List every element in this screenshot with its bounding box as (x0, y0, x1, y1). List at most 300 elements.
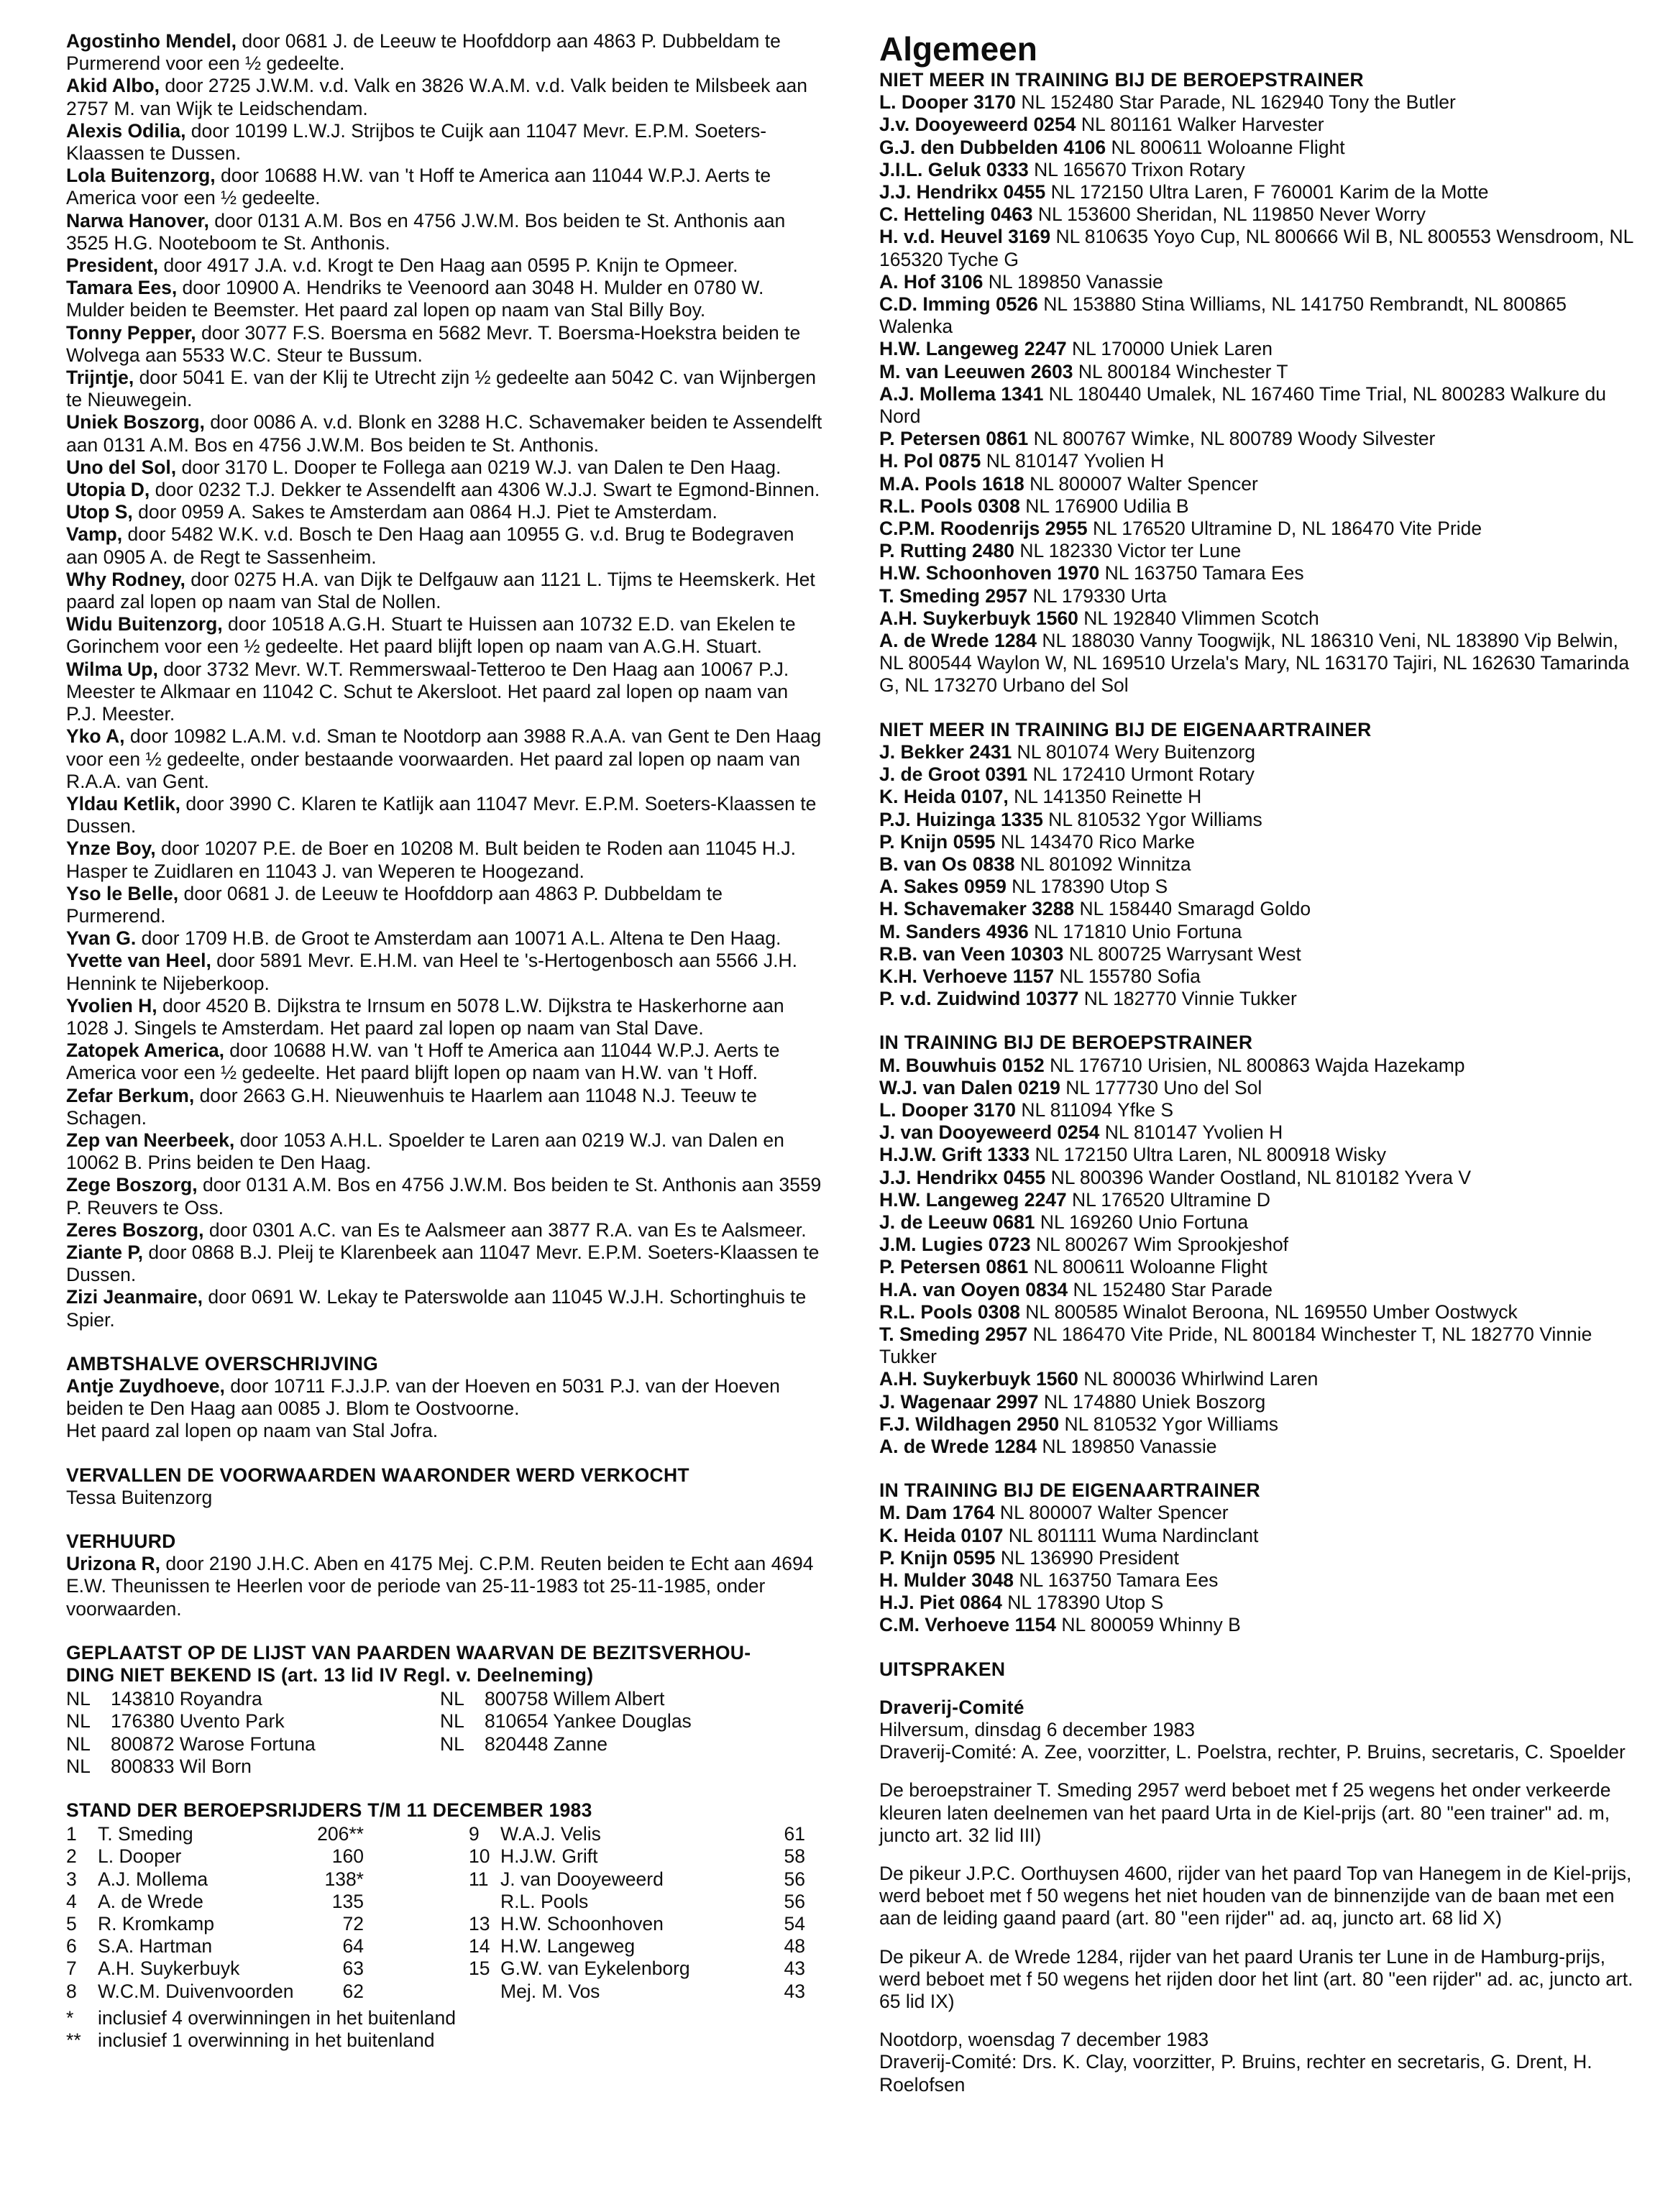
entry (66, 277, 822, 321)
trainer-entry (879, 1301, 1638, 1323)
verhuurd-section (66, 1530, 822, 1620)
horse-list: NL 188030 Vanny Toogwijk, NL 186310 Veni, NL 183890 Vip Belwin, NL 800544 Waylon W, NL 169510 Urzela's Mary, NL 163170 Tajiri, NL 162630 Tamarinda G, NL 173270 Urbano del Sol (879, 630, 1630, 697)
trainer-entry (879, 562, 1638, 584)
entry-text: door 2190 J.H.C. Aben en 4175 Mej. C.P.M. Reuten beiden te Echt aan 4694 E.W. Theunissen te Heerlen voor de periode van 25-11-1983 tot 25-11-1985, onder voorwaarden. (66, 1553, 814, 1620)
horse-entry: 176380 Uvento Park (111, 1710, 285, 1733)
horse-list: NL 136990 President (995, 1546, 1179, 1569)
wins: 63 (342, 1958, 364, 1980)
trainer-name: M. Sanders 4936 (879, 920, 1029, 942)
trainer-name: R.L. Pools 0308 (879, 495, 1020, 517)
standings-row (469, 1868, 807, 1891)
section-heading: NIET MEER IN TRAINING BIJ DE BEROEPSTRAINER (879, 69, 1364, 91)
rank: 11 (469, 1868, 489, 1890)
horse-list: NL 810532 Ygor Williams (1059, 1413, 1279, 1435)
horse-list: NL 800267 Wim Sprookjeshof (1030, 1234, 1289, 1256)
wins: 64 (342, 1935, 364, 1958)
registry-row (66, 1756, 440, 1778)
trainer-entry (879, 159, 1638, 181)
trainer-entry (879, 898, 1638, 920)
section-heading: GEPLAATST OP DE LIJST VAN PAARDEN WAARVAN DE BEZITSVERHOU- (66, 1641, 751, 1663)
entry (66, 1286, 822, 1331)
horse-list: NL 800007 Walter Spencer (1024, 472, 1258, 495)
horse-list: NL 811094 Yfke S (1015, 1098, 1174, 1121)
trainer-name: J.M. Lugies 0723 (879, 1234, 1031, 1256)
entry (66, 1553, 822, 1620)
trainer-entry (879, 518, 1638, 540)
entry (66, 927, 822, 950)
entry-text: door 3990 C. Klaren te Katlijk aan 11047 Mevr. E.P.M. Soeters-Klaassen te Dussen. (66, 792, 817, 837)
country-code: NL (66, 1733, 91, 1755)
horse-list: NL 163750 Tamara Ees (1014, 1569, 1219, 1591)
horse-list: NL 800767 Wimke, NL 800789 Woody Silvester (1028, 428, 1436, 450)
trainer-name: P. Petersen 0861 (879, 1256, 1029, 1278)
trainer-entry (879, 428, 1638, 450)
trainer-name: J. de Groot 0391 (879, 763, 1028, 786)
trainer-entry (879, 763, 1638, 786)
trainer-entry (879, 876, 1638, 898)
trainer-name: J.J. Hendrikx 0455 (879, 1166, 1046, 1188)
horse-list: NL 176900 Udilia B (1019, 495, 1189, 517)
horse-list: NL 143470 Rico Marke (995, 830, 1195, 853)
horse-list: NL 800611 Woloanne Flight (1028, 1256, 1267, 1278)
entry (66, 411, 822, 456)
rider-name: W.C.M. Duivenvoorden (98, 1980, 294, 2002)
registry-table (66, 1688, 822, 1778)
standings-row (66, 1958, 440, 1980)
trainer-name: M.A. Pools 1618 (879, 472, 1024, 495)
trainer-name: F.J. Wildhagen 2950 (879, 1413, 1060, 1435)
footnote-text: inclusief 4 overwinningen in het buitenland (98, 2006, 456, 2029)
rider-name: G.W. van Eykelenborg (500, 1958, 690, 1980)
horse-list: NL 192840 Vlimmen Scotch (1078, 607, 1319, 629)
entry (66, 613, 822, 658)
trainer-entry (879, 473, 1638, 495)
registry-row (440, 1710, 821, 1733)
trainer-name: P. Knijn 0595 (879, 830, 996, 853)
trainer-name: L. Dooper 3170 (879, 91, 1016, 114)
trainer-entry (879, 338, 1638, 360)
ruling-text: De beroepstrainer T. Smeding 2957 werd beboet met f 25 wegens het onder verkeerde kleuren laten deelnemen van het paard Urta in de Kiel-prijs (art. 80 "een trainer" ad. m, juncto art. 32 lid III) (879, 1779, 1611, 1846)
entry (66, 1242, 822, 1286)
trainer-name: H. v.d. Heuvel 3169 (879, 226, 1051, 248)
horse-name: Alexis Odilia, (66, 119, 186, 142)
standings-row (66, 1845, 440, 1868)
entry (66, 523, 822, 568)
trainer-section (879, 1032, 1638, 1458)
entry-text: door 1709 H.B. de Groot te Amsterdam aan 10071 A.L. Altena te Den Haag. (136, 927, 781, 950)
standings-row (469, 1891, 807, 1913)
trainer-name: H.W. Schoonhoven 1970 (879, 562, 1100, 584)
horse-list: NL 170000 Uniek Laren (1066, 338, 1273, 360)
horse-list: NL 176520 Ultramine D (1066, 1188, 1270, 1211)
entry-text: door 10207 P.E. de Boer en 10208 M. Bult beiden te Roden aan 11045 H.J. Hasper te Zuidlaren en 11043 J. van Weperen te Hoogezand. (66, 837, 797, 882)
horse-entry: 800758 Willem Albert (485, 1688, 665, 1710)
horse-name: Zatopek America, (66, 1040, 224, 1062)
trainer-name: A. de Wrede 1284 (879, 630, 1037, 652)
rank: 5 (66, 1913, 77, 1935)
section-heading: NIET MEER IN TRAINING BIJ DE EIGENAARTRAINER (879, 718, 1372, 740)
vervallen-section (66, 1464, 822, 1509)
rider-name: R. Kromkamp (98, 1913, 214, 1935)
entry-text: door 4917 J.A. v.d. Krogt te Den Haag aan 0595 P. Knijn te Opmeer. (158, 254, 738, 277)
rank (469, 1981, 500, 2003)
entry (66, 456, 822, 479)
wins: 138* (324, 1868, 364, 1890)
trainer-name: C.D. Imming 0526 (879, 293, 1038, 316)
rider-name: R.L. Pools (500, 1890, 589, 1912)
rank: 13 (469, 1913, 490, 1935)
entry-text: door 10199 L.W.J. Strijbos te Cuijk aan 11047 Mevr. E.P.M. Soeters-Klaassen te Dussen. (66, 119, 767, 165)
entry (66, 658, 822, 726)
country-code: NL (440, 1688, 464, 1710)
entry-text: door 10982 L.A.M. v.d. Sman te Nootdorp aan 3988 R.A.A. van Gent te Den Haag voor een ½ gedeelte, onder bestaande voorwaarden. Het paard zal lopen op naam van R.A.A. van Gent. (66, 725, 822, 792)
horse-name: Yvolien H, (66, 994, 157, 1016)
horse-list: NL 189850 Vanassie (1036, 1435, 1217, 1457)
trainer-name: P. v.d. Zuidwind 10377 (879, 988, 1079, 1010)
horse-name: Ynze Boy, (66, 837, 156, 860)
trainer-entry (879, 1323, 1638, 1368)
rider-name: H.W. Schoonhoven (500, 1913, 664, 1935)
entry (66, 569, 822, 613)
ruling-location-date: Hilversum, dinsdag 6 december 1983 (879, 1719, 1195, 1741)
horse-list: NL 186470 Vite Pride, NL 800184 Winchester T, NL 182770 Vinnie Tukker (879, 1323, 1592, 1368)
entry (66, 501, 822, 523)
trainer-name: L. Dooper 3170 (879, 1098, 1016, 1121)
trainer-name: P. Petersen 0861 (879, 428, 1029, 450)
rank: 2 (66, 1845, 77, 1868)
entry (66, 995, 822, 1040)
entry-text: door 0131 A.M. Bos en 4756 J.W.M. Bos beiden te St. Anthonis aan 3525 H.G. Nooteboom te St. Anthonis. (66, 209, 786, 254)
horse-name: Zege Boszorg, (66, 1174, 198, 1196)
horse-list: NL 176520 Ultramine D, NL 186470 Vite Pride (1087, 518, 1482, 540)
trainer-name: J. Bekker 2431 (879, 740, 1012, 763)
horse-list: NL 169260 Unio Fortuna (1035, 1211, 1249, 1233)
trainer-entry (879, 607, 1638, 630)
horse-name: Widu Buitenzorg, (66, 613, 223, 635)
trainer-entry (879, 293, 1638, 338)
trainer-name: H. Pol 0875 (879, 450, 981, 472)
wins: 61 (784, 1823, 805, 1845)
trainer-name: J.I.L. Geluk 0333 (879, 158, 1029, 180)
trainer-name: H.J.W. Grift 1333 (879, 1144, 1030, 1166)
trainer-entry (879, 741, 1638, 763)
country-code: NL (440, 1710, 464, 1733)
registry-row (66, 1733, 440, 1756)
trainer-name: K. Heida 0107, (879, 786, 1009, 808)
trainer-entry (879, 181, 1638, 203)
horse-list: NL 172150 Ultra Laren, NL 800918 Wisky (1030, 1144, 1387, 1166)
trainer-name: A. de Wrede 1284 (879, 1435, 1037, 1457)
trainer-entry (879, 585, 1638, 607)
rider-name: J. van Dooyeweerd (500, 1868, 664, 1890)
entry-text: door 0301 A.C. van Es te Aalsmeer aan 3877 R.A. van Es te Aalsmeer. (203, 1219, 807, 1241)
horse-name: Why Rodney, (66, 568, 185, 590)
trainer-entry (879, 988, 1638, 1010)
horse-entry: 810654 Yankee Douglas (485, 1710, 692, 1733)
trainer-entry (879, 1592, 1638, 1614)
trainer-name: C.P.M. Roodenrijs 2955 (879, 518, 1088, 540)
horse-name: President, (66, 254, 159, 277)
registry-row (440, 1733, 821, 1756)
trainer-entry (879, 1211, 1638, 1234)
horse-list: NL 180440 Umalek, NL 167460 Time Trial, NL 800283 Walkure du Nord (879, 382, 1606, 428)
entry (66, 30, 822, 75)
trainer-entry (879, 809, 1638, 831)
trainer-name: P. Rutting 2480 (879, 540, 1015, 562)
ruling-committee: Draverij-Comité: Drs. K. Clay, voorzitter, P. Bruins, rechter en secretaris, G. Drent, H. Roelofsen (879, 2051, 1592, 2096)
standings-row (469, 1981, 807, 2003)
trainer-name: M. Bouwhuis 0152 (879, 1054, 1045, 1076)
horse-name: Zefar Berkum, (66, 1084, 195, 1106)
entry-text: door 1053 A.H.L. Spoelder te Laren aan 0219 W.J. van Dalen en 10062 B. Prins beiden te Den Haag. (66, 1129, 784, 1174)
registry-column (440, 1688, 821, 1778)
horse-list: NL 179330 Urta (1027, 584, 1167, 607)
entry-text: door 10900 A. Hendriks te Veenoord aan 3048 H. Mulder en 0780 W. Mulder beiden te Beemster. Het paard zal lopen op naam van Stal Billy Boy. (66, 277, 764, 321)
entry (66, 1040, 822, 1084)
trainer-entry (879, 137, 1638, 159)
standings-row (66, 1913, 440, 1935)
horse-list: NL 800007 Walter Spencer (994, 1502, 1229, 1524)
entry (66, 793, 822, 837)
wins: 54 (784, 1913, 805, 1935)
rank: 6 (66, 1935, 77, 1958)
rank: 1 (66, 1823, 77, 1845)
entry (66, 322, 822, 367)
entry (66, 479, 822, 501)
section-heading: DING NIET BEKEND IS (art. 13 lid IV Regl. v. Deelneming) (66, 1664, 594, 1686)
trainer-section (879, 69, 1638, 697)
horse-name: Lola Buitenzorg, (66, 165, 216, 187)
horse-list: NL 174880 Uniek Boszorg (1038, 1390, 1266, 1413)
horse-name: Tonny Pepper, (66, 321, 196, 344)
horse-name: Narwa Hanover, (66, 209, 209, 231)
trainer-entry (879, 1055, 1638, 1077)
trainer-name: R.L. Pools 0308 (879, 1300, 1020, 1323)
rider-name: A.J. Mollema (98, 1868, 208, 1890)
trainer-entry (879, 114, 1638, 136)
standings-row (66, 1935, 440, 1958)
trainer-entry (879, 1167, 1638, 1189)
footnotes (66, 2007, 822, 2052)
horse-entry: 800833 Wil Born (111, 1755, 252, 1777)
trainer-name: A. Hof 3106 (879, 270, 984, 293)
rider-name: W.A.J. Velis (500, 1823, 601, 1845)
entry-text: door 0275 H.A. van Dijk te Delfgauw aan 1121 L. Tijms te Heemskerk. Het paard zal lopen op naam van Stal de Nollen. (66, 568, 815, 613)
trainer-entry (879, 1413, 1638, 1436)
trainer-name: C.M. Verhoeve 1154 (879, 1614, 1057, 1636)
horse-list: NL 801074 Wery Buitenzorg (1012, 740, 1255, 763)
horse-list: NL 800611 Woloanne Flight (1106, 136, 1345, 158)
registry-row (66, 1688, 440, 1710)
entry (66, 883, 822, 927)
horse-name: Utopia D, (66, 479, 150, 501)
entry-text: door 10688 H.W. van 't Hoff te America aan 11044 W.P.J. Aerts te America voor een ½ gedeelte. Het paard blijft lopen op naam van H.W. van 't Hoff. (66, 1040, 780, 1084)
geplaatst-section (66, 1642, 822, 1778)
horse-list: NL 177730 Uno del Sol (1060, 1076, 1262, 1098)
horse-list: NL 182770 Vinnie Tukker (1078, 988, 1297, 1010)
horse-list: NL 182330 Victor ter Lune (1014, 540, 1242, 562)
horse-name: Yvan G. (66, 927, 137, 950)
entry (66, 210, 822, 254)
trainer-entry (879, 786, 1638, 808)
horse-name: Akid Albo, (66, 75, 160, 97)
rank: 3 (66, 1868, 77, 1890)
trainer-name: P. Knijn 0595 (879, 1546, 996, 1569)
trainer-entry (879, 226, 1638, 270)
rank: 7 (66, 1958, 77, 1980)
entry-text: door 0681 J. de Leeuw te Hoofddorp aan 4863 P. Dubbeldam te Purmerend. (66, 882, 723, 927)
rider-name: H.W. Langeweg (500, 1935, 636, 1958)
entry-note: Het paard zal lopen op naam van Stal Jofra. (66, 1420, 439, 1442)
trainer-name: H. Schavemaker 3288 (879, 898, 1075, 920)
entry (66, 165, 822, 209)
entry-text: Tessa Buitenzorg (66, 1486, 213, 1508)
ruling-location-date: Nootdorp, woensdag 7 december 1983 (879, 2029, 1209, 2051)
horse-list: NL 801092 Winnitza (1014, 853, 1191, 875)
trainer-name: C. Hetteling 0463 (879, 203, 1033, 226)
wins: 72 (342, 1913, 364, 1935)
entry-text: door 0959 A. Sakes te Amsterdam aan 0864 H.J. Piet te Amsterdam. (132, 501, 717, 523)
entry-text: door 3732 Mevr. W.T. Remmerswaal-Tetteroo te Den Haag aan 10067 P.J. Meester te Alkmaar en 11042 C. Schut te Akersloot. Het paard zal lopen op naam van P.J. Meester. (66, 658, 789, 725)
horse-list: NL 171810 Unio Fortuna (1028, 920, 1242, 942)
trainer-name: M. van Leeuwen 2603 (879, 360, 1073, 382)
rider-name: H.J.W. Grift (500, 1845, 598, 1868)
wins: 206** (317, 1823, 364, 1845)
standings-row (66, 1823, 440, 1845)
footnote (66, 2007, 822, 2029)
trainer-name: K. Heida 0107 (879, 1524, 1004, 1546)
trainer-name: R.B. van Veen 10303 (879, 942, 1064, 965)
trainer-sections (879, 69, 1638, 1637)
entry (66, 1129, 822, 1174)
wins: 43 (784, 1958, 805, 1980)
registry-row (440, 1688, 821, 1710)
horse-list: NL 178390 Utop S (1001, 1592, 1164, 1614)
trainer-name: H.A. van Ooyen 0834 (879, 1278, 1068, 1300)
entry-text: door 3170 L. Dooper te Follega aan 0219 W.J. van Dalen te Den Haag. (176, 456, 781, 478)
trainer-entry (879, 921, 1638, 943)
country-code: NL (66, 1710, 91, 1733)
trainer-entry (879, 361, 1638, 383)
trainer-name: G.J. den Dubbelden 4106 (879, 136, 1106, 158)
ruling-text: De pikeur A. de Wrede 1284, rijder van het paard Uranis ter Lune in de Hamburg-prijs, werd beboet met f 50 wegens het rijden door het lint (art. 80 "een rijder" ad. ac, juncto art. 65 lid IX) (879, 1945, 1633, 2013)
trainer-entry (879, 1525, 1638, 1547)
standings-row (66, 1891, 440, 1913)
standings-column (66, 1823, 440, 2003)
horse-list: NL 153600 Sheridan, NL 119850 Never Worry (1032, 203, 1426, 226)
horse-name: Urizona R, (66, 1553, 161, 1575)
entry-text: door 2663 G.H. Nieuwenhuis te Haarlem aan 11048 N.J. Teeuw te Schagen. (66, 1084, 757, 1129)
horse-list: NL 153880 Stina Williams, NL 141750 Rembrandt, NL 800865 Walenka (879, 293, 1567, 338)
trainer-name: H. Mulder 3048 (879, 1569, 1014, 1591)
trainer-name: J. Wagenaar 2997 (879, 1390, 1039, 1413)
registry-row (66, 1710, 440, 1733)
horse-name: Yso le Belle, (66, 882, 179, 904)
rider-name: T. Smeding (98, 1823, 193, 1845)
footnote-text: inclusief 1 overwinning in het buitenland (98, 2029, 435, 2052)
rank: 4 (66, 1890, 77, 1912)
horse-list: NL 810147 Yvolien H (981, 450, 1165, 472)
footnote-mark: ** (66, 2029, 81, 2052)
rank: 8 (66, 1980, 77, 2002)
horse-list: NL 178390 Utop S (1006, 876, 1168, 898)
ownership-transfer-list (66, 30, 822, 1331)
entry-text: door 0232 T.J. Dekker te Assendelft aan 4306 W.J.J. Swart te Egmond-Binnen. (150, 479, 820, 501)
wins: 56 (784, 1890, 805, 1912)
entry-text: door 0691 W. Lekay te Paterswolde aan 11045 W.J.H. Schortinghuis te Spier. (66, 1286, 807, 1331)
trainer-name: A.H. Suykerbuyk 1560 (879, 1368, 1078, 1390)
entry-text: door 5891 Mevr. E.H.M. van Heel te 's-Hertogenbosch aan 5566 J.H. Hennink te Nijeberkoop. (66, 950, 798, 994)
entry-text: door 10518 A.G.H. Stuart te Huissen aan 10732 E.D. van Ekelen te Gorinchem voor een ½ gedeelte. Het paard blijft lopen op naam van A.G.H. Stuart. (66, 613, 796, 658)
horse-name: Zizi Jeanmaire, (66, 1286, 203, 1308)
rider-name: S.A. Hartman (98, 1935, 213, 1958)
standings-table (66, 1823, 822, 2003)
trainer-name: W.J. van Dalen 0219 (879, 1076, 1060, 1098)
standings-row (66, 1868, 440, 1891)
trainer-name: J. de Leeuw 0681 (879, 1211, 1035, 1233)
entry (66, 254, 822, 277)
trainer-name: K.H. Verhoeve 1157 (879, 965, 1055, 987)
rank: 10 (469, 1845, 490, 1868)
standings-row (469, 1845, 807, 1868)
trainer-name: T. Smeding 2957 (879, 584, 1028, 607)
entry (66, 75, 822, 119)
entry-text: door 4520 B. Dijkstra te Irnsum en 5078 L.W. Dijkstra te Haskerhorne aan 1028 J. Singels te Amsterdam. Het paard zal lopen op naam van Stal Dave. (66, 994, 784, 1039)
horse-name: Yko A, (66, 725, 125, 748)
entry (66, 1174, 822, 1219)
horse-name: Wilma Up, (66, 658, 158, 680)
ambtshalve-section (66, 1353, 822, 1443)
trainer-name: H.W. Langeweg 2247 (879, 338, 1067, 360)
page-title: Algemeen (879, 30, 1037, 68)
rank (469, 1891, 500, 1913)
right-column (879, 30, 1638, 2096)
horse-name: Antje Zuydhoeve, (66, 1375, 225, 1397)
horse-list: NL 152480 Star Parade, NL 162940 Tony the Butler (1015, 91, 1456, 114)
entry-text: door 10688 H.W. van 't Hoff te America aan 11044 W.P.J. Aerts te America voor een ½ gedeelte. (66, 165, 771, 209)
trainer-entry (879, 450, 1638, 472)
horse-entry: 143810 Royandra (111, 1688, 262, 1710)
horse-list: NL 176710 Urisien, NL 800863 Wajda Hazekamp (1044, 1054, 1465, 1076)
trainer-section (879, 719, 1638, 1011)
rider-name: L. Dooper (98, 1845, 182, 1868)
standings-section (66, 1799, 822, 2052)
footnote (66, 2029, 822, 2052)
sub-heading: Draverij-Comité (879, 1696, 1024, 1718)
horse-list: NL 800725 Warrysant West (1063, 942, 1301, 965)
standings-row (66, 1981, 440, 2003)
trainer-entry (879, 1234, 1638, 1256)
horse-list: NL 800036 Whirlwind Laren (1078, 1368, 1319, 1390)
trainer-name: A. Sakes 0959 (879, 876, 1007, 898)
trainer-entry (879, 1279, 1638, 1301)
horse-name: Uno del Sol, (66, 456, 177, 478)
horse-name: Trijntje, (66, 367, 134, 389)
registry-column (66, 1688, 440, 1778)
trainer-entry (879, 1502, 1638, 1524)
trainer-entry (879, 495, 1638, 518)
wins: 58 (784, 1845, 805, 1868)
trainer-entry (879, 1614, 1638, 1636)
rank: 14 (469, 1935, 490, 1958)
entry-text: door 0131 A.M. Bos en 4756 J.W.M. Bos beiden te St. Anthonis aan 3559 P. Reuvers te Oss. (66, 1174, 822, 1219)
wins: 135 (331, 1890, 364, 1912)
wins: 56 (784, 1868, 805, 1890)
ruling-committee: Draverij-Comité: A. Zee, voorzitter, L. Poelstra, rechter, P. Bruins, secretaris, C. Spoelder (879, 1741, 1626, 1763)
horse-list: NL 152480 Star Parade (1068, 1278, 1273, 1300)
horse-list: NL 165670 Trixon Rotary (1028, 158, 1245, 180)
horse-list: NL 189850 Vanassie (983, 270, 1163, 293)
